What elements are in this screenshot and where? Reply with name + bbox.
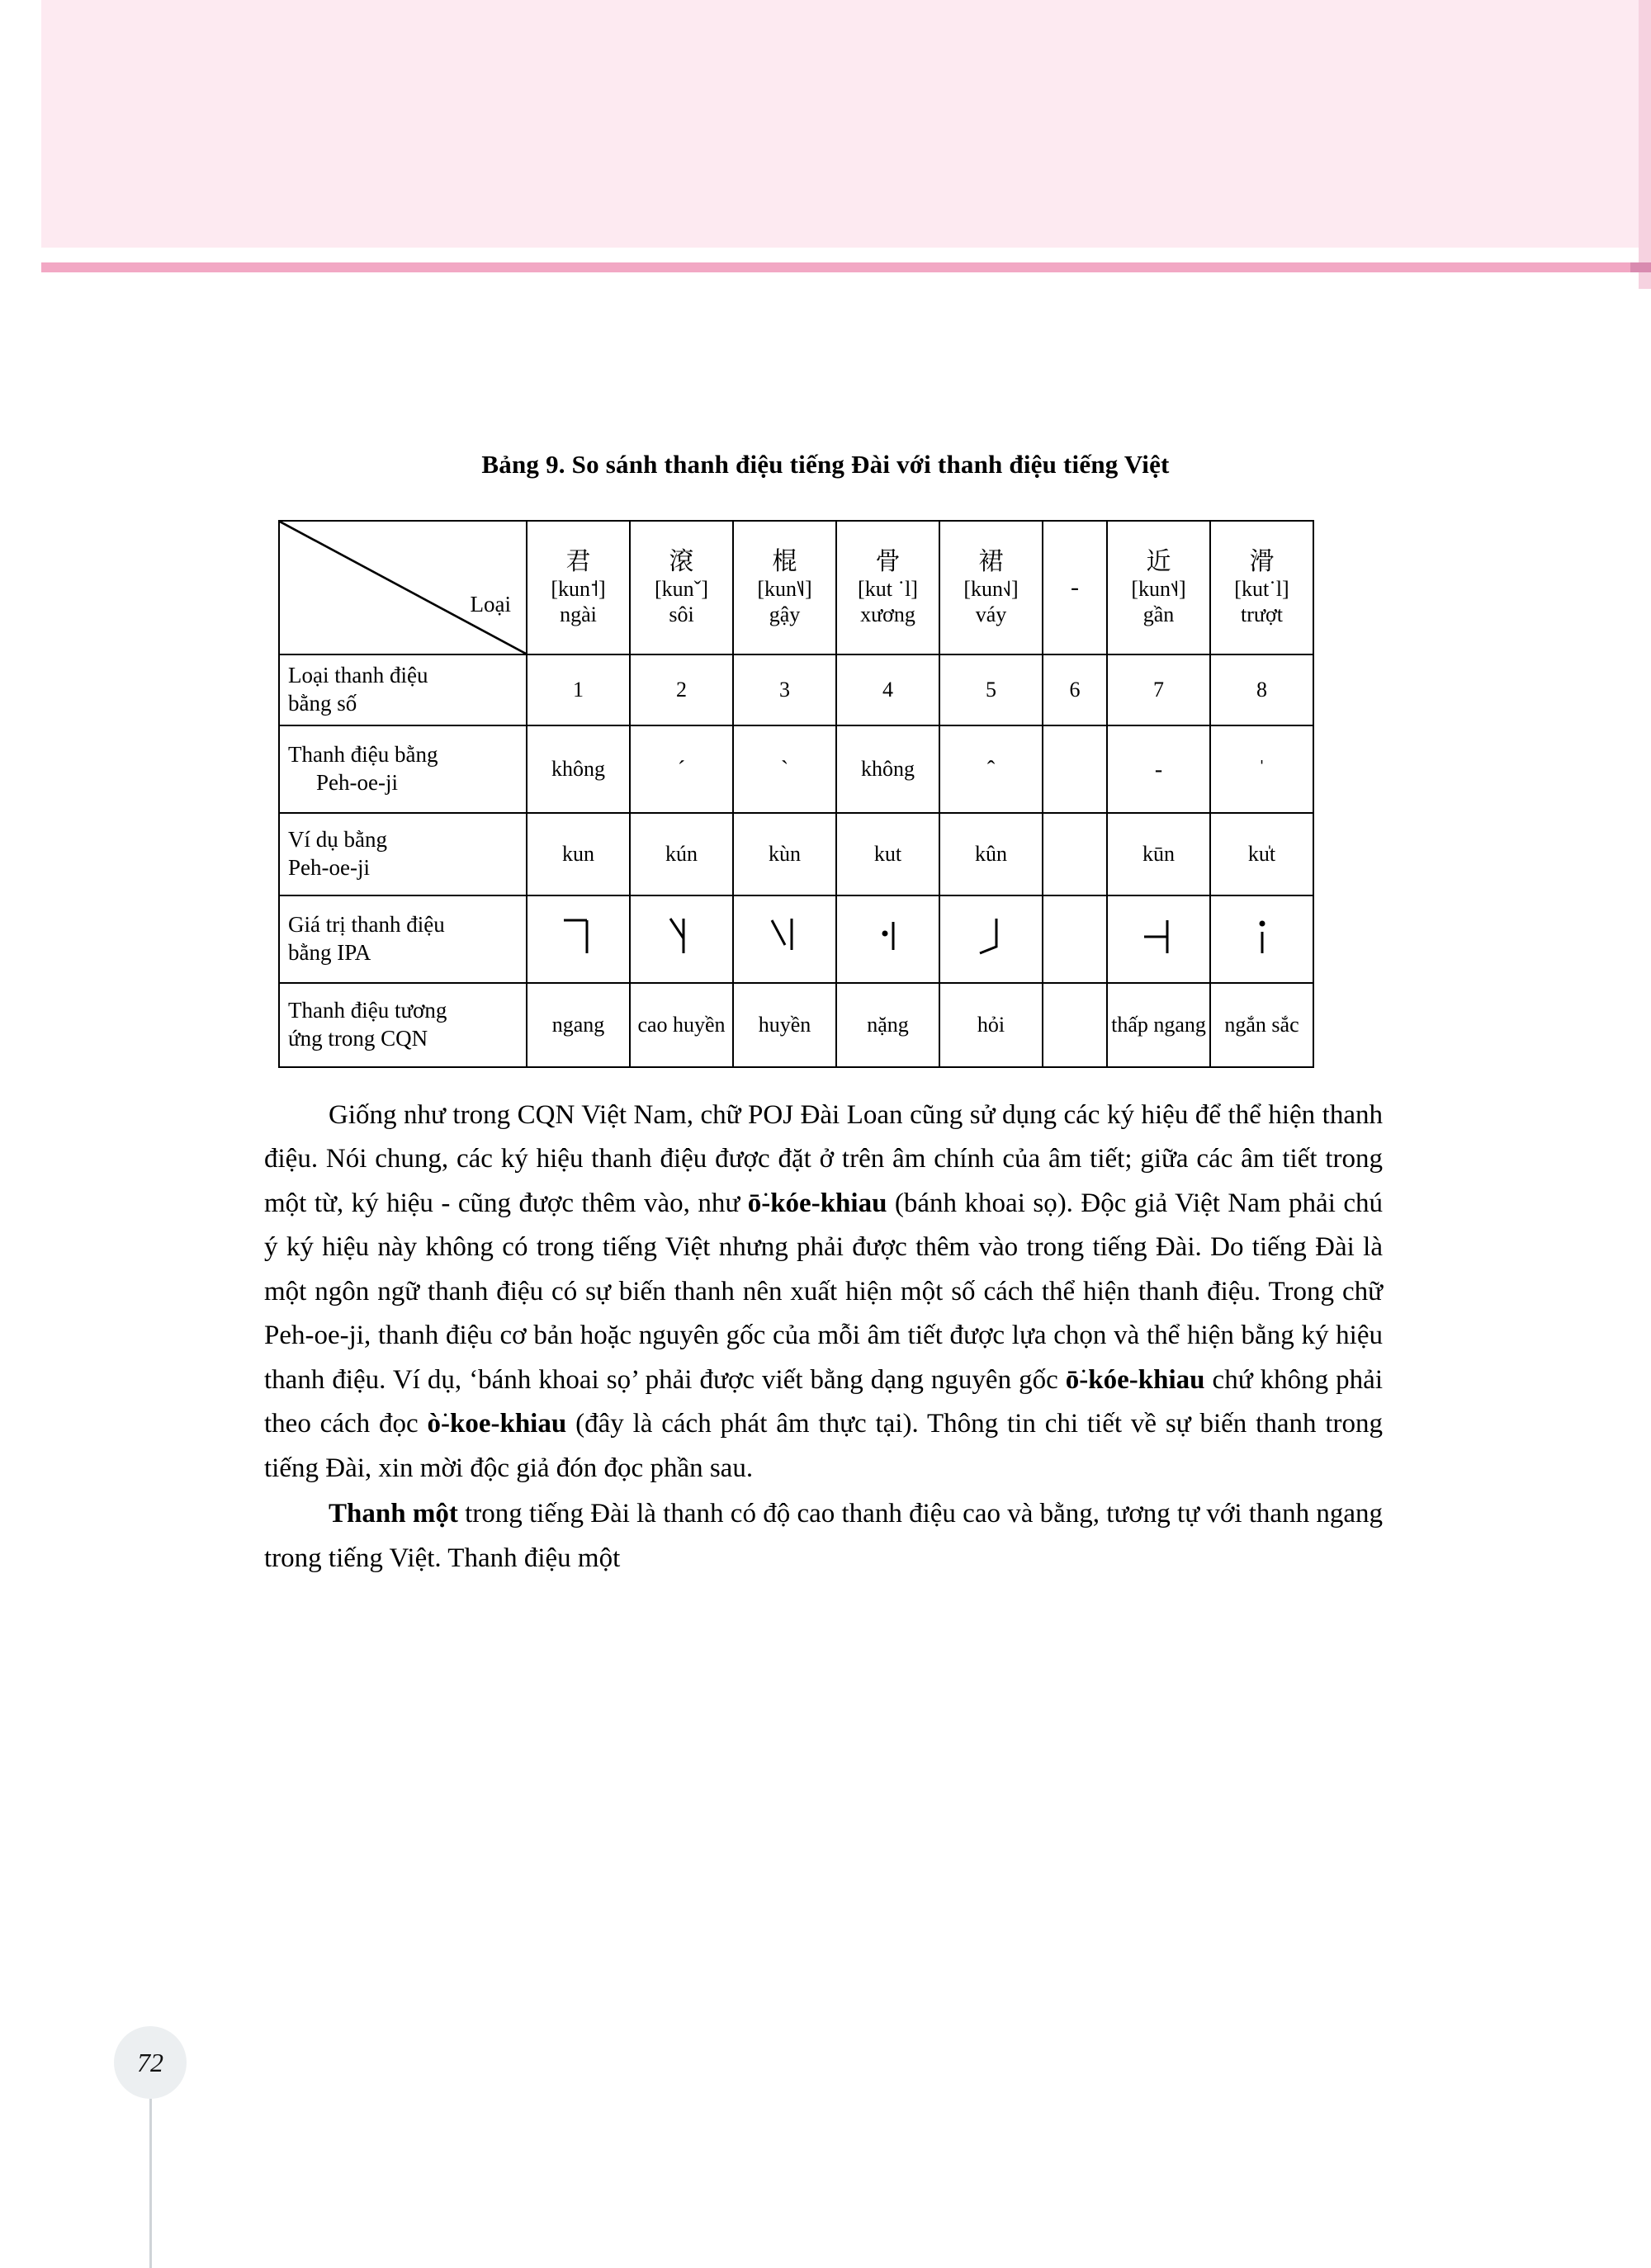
table-cell: ngang — [527, 983, 630, 1067]
table-cell-tone-contour — [630, 895, 733, 983]
table-row — [279, 895, 1313, 983]
header-ipa: [kut ˙l] — [858, 577, 918, 602]
table-cell: kùn — [733, 813, 836, 895]
tone-contour-falling-icon — [760, 910, 810, 962]
row-label-line1: Giá trị thanh điệu — [288, 912, 445, 938]
header-han-character: - — [1071, 573, 1079, 601]
tone-contour-high-checked-icon — [1237, 910, 1287, 962]
table-row — [279, 813, 1313, 895]
table-cell: 5 — [939, 654, 1043, 725]
tone-contour-low-checked-icon — [863, 910, 913, 962]
header-han-character: 裙 — [978, 547, 1004, 575]
table-cell-tone-contour — [836, 895, 939, 983]
body-text — [264, 1094, 1383, 1581]
row-label — [279, 813, 527, 895]
row-label-line1: Thanh điệu tương — [288, 998, 447, 1023]
corner-label: Loại — [470, 592, 511, 617]
table-header-cell — [939, 521, 1043, 654]
table-cell: ngắn sắc — [1210, 983, 1313, 1067]
header-gloss: sôi — [669, 602, 694, 627]
table-cell: hỏi — [939, 983, 1043, 1067]
table-cell: không — [836, 725, 939, 813]
row-label-line1: Ví dụ bằng — [288, 827, 387, 853]
table-header-cell — [1210, 521, 1313, 654]
table-header-cell — [1107, 521, 1210, 654]
paragraph-1-text-c: chứ không phải theo cách đọc — [264, 1364, 1383, 1439]
header-ipa: [kunˇ] — [655, 577, 708, 602]
table-cell: 1 — [527, 654, 630, 725]
table-cell — [1043, 725, 1107, 813]
header-ipa: [kut˙l] — [1234, 577, 1289, 602]
table-cell: 3 — [733, 654, 836, 725]
table-header-cell — [527, 521, 630, 654]
table-cell: 2 — [630, 654, 733, 725]
row-label-line2: Peh-oe-ji — [288, 855, 370, 880]
table-corner-cell — [279, 521, 527, 654]
row-label-line2: Peh-oe-ji — [316, 770, 398, 795]
table-cell: không — [527, 725, 630, 813]
row-label-line2: bằng số — [288, 691, 357, 716]
tone-contour-mid-level-icon — [1134, 910, 1184, 962]
header-gloss: gậy — [769, 602, 801, 627]
row-label — [279, 725, 527, 813]
header-ipa: [kun˧˩] — [963, 577, 1019, 602]
row-label-line2: bằng IPA — [288, 940, 371, 965]
table-cell-tone-contour — [1107, 895, 1210, 983]
poj-term-2: ō͘-kóe-khiau — [1065, 1364, 1205, 1395]
row-label — [279, 895, 527, 983]
table-cell: thấp ngang — [1107, 983, 1210, 1067]
table-cell: nặng — [836, 983, 939, 1067]
table-header-row — [279, 521, 1313, 654]
table-cell-tone-contour — [939, 895, 1043, 983]
table-cell: huyền — [733, 983, 836, 1067]
table-cell-tone-contour — [733, 895, 836, 983]
table-header-cell — [1043, 521, 1107, 654]
table-header-cell — [836, 521, 939, 654]
header-han-character: 棍 — [772, 547, 797, 575]
poj-term-1: ō͘-kóe-khiau — [747, 1188, 887, 1218]
table-cell: ` — [733, 725, 836, 813]
table-header-cell — [733, 521, 836, 654]
table-cell: 7 — [1107, 654, 1210, 725]
paragraph-2-text: trong tiếng Đài là thanh có độ cao thanh điệu cao và bằng, tương tự với thanh ngang trong tiếng Việt. Thanh điệu một — [264, 1499, 1383, 1573]
table-cell: 8 — [1210, 654, 1313, 725]
table-cell: ´ — [630, 725, 733, 813]
header-han-character: 近 — [1146, 547, 1171, 575]
poj-term-3: ò͘-koe-khiau — [427, 1409, 567, 1439]
header-gloss: trượt — [1241, 602, 1283, 627]
row-label — [279, 983, 527, 1067]
table-cell: kūn — [1107, 813, 1210, 895]
table-row — [279, 654, 1313, 725]
table-cell: 6 — [1043, 654, 1107, 725]
diagonal-line-icon — [280, 522, 526, 654]
table-cell: kûn — [939, 813, 1043, 895]
table-cell — [1043, 813, 1107, 895]
table-cell-tone-contour — [527, 895, 630, 983]
table-row — [279, 725, 1313, 813]
paragraph-2 — [264, 1492, 1383, 1581]
tone-comparison-table — [278, 520, 1314, 1068]
row-label — [279, 654, 527, 725]
table-cell: kut — [836, 813, 939, 895]
header-ipa: [kun˦˨] — [1131, 577, 1186, 602]
table-cell: 4 — [836, 654, 939, 725]
paragraph-1-text-d: (đây là cách phát âm thực tại). Thông tin chi tiết về sự biến thanh trong tiếng Đài, xin mời độc giả đón đọc phần sau. — [264, 1409, 1383, 1483]
table-title: Bảng 9. So sánh thanh điệu tiếng Đài với thanh điệu tiếng Việt — [481, 450, 1170, 479]
header-han-character: 滾 — [669, 547, 694, 575]
row-label-line1: Thanh điệu bằng — [288, 742, 438, 768]
paragraph-1 — [264, 1094, 1383, 1491]
table-row — [279, 983, 1313, 1067]
header-han-character: 骨 — [875, 547, 901, 575]
row-label-line1: Loại thanh điệu — [288, 663, 428, 688]
table-cell: ˆ — [939, 725, 1043, 813]
table-cell: kún — [630, 813, 733, 895]
tone-name-highlight: Thanh một — [329, 1499, 458, 1529]
paragraph-1-text-a: Giống như trong CQN Việt Nam, chữ POJ Đài Loan cũng sử dụng các ký hiệu để thể hiện thanh điệu. Nói chung, các ký hiệu thanh điệu được đặt ở trên âm chính của âm tiết; giữa các âm tiết trong một từ, ký hiệu - cũng được thêm vào, như — [264, 1100, 1383, 1218]
table-cell: ˈ — [1210, 725, 1313, 813]
header-han-character: 君 — [565, 547, 591, 575]
tone-contour-high-level-icon — [554, 910, 603, 962]
tone-contour-rising-icon — [657, 910, 707, 962]
table-cell-tone-contour — [1210, 895, 1313, 983]
table-header-cell — [630, 521, 733, 654]
header-han-character: 滑 — [1249, 547, 1275, 575]
header-gloss: xương — [860, 602, 915, 627]
table-cell: cao huyền — [630, 983, 733, 1067]
header-ipa: [kun˥˩] — [757, 577, 812, 602]
header-gloss: gần — [1142, 602, 1175, 627]
header-gloss: váy — [975, 602, 1007, 627]
table-cell: kun — [527, 813, 630, 895]
table-cell — [1043, 895, 1107, 983]
paragraph-1-text-b: (bánh khoai sọ). Độc giả Việt Nam phải chú ý ký hiệu này không có trong tiếng Việt nhưng phải được thêm vào trong tiếng Đài. Do tiếng Đài là một ngôn ngữ thanh điệu có sự biến thanh nên xuất hiện một số cách thể hiện thanh điệu. Trong chữ Peh-oe-ji, thanh điệu cơ bản hoặc nguyên gốc của mỗi âm tiết được lựa chọn và thể hiện bằng ký hiệu thanh điệu. Ví dụ, ‘bánh khoai sọ’ phải được viết bằng dạng nguyên gốc — [264, 1188, 1383, 1395]
header-ipa: [kun˦] — [551, 577, 606, 602]
tone-contour-low-rising-icon — [967, 910, 1016, 962]
table-cell: ku̍t — [1210, 813, 1313, 895]
header-gloss: ngài — [560, 602, 597, 627]
table-cell: - — [1107, 725, 1210, 813]
footer-decoration-line — [149, 2099, 152, 2268]
table-cell — [1043, 983, 1107, 1067]
page-number: 72 — [114, 2026, 187, 2099]
row-label-line2: ứng trong CQN — [288, 1026, 428, 1051]
